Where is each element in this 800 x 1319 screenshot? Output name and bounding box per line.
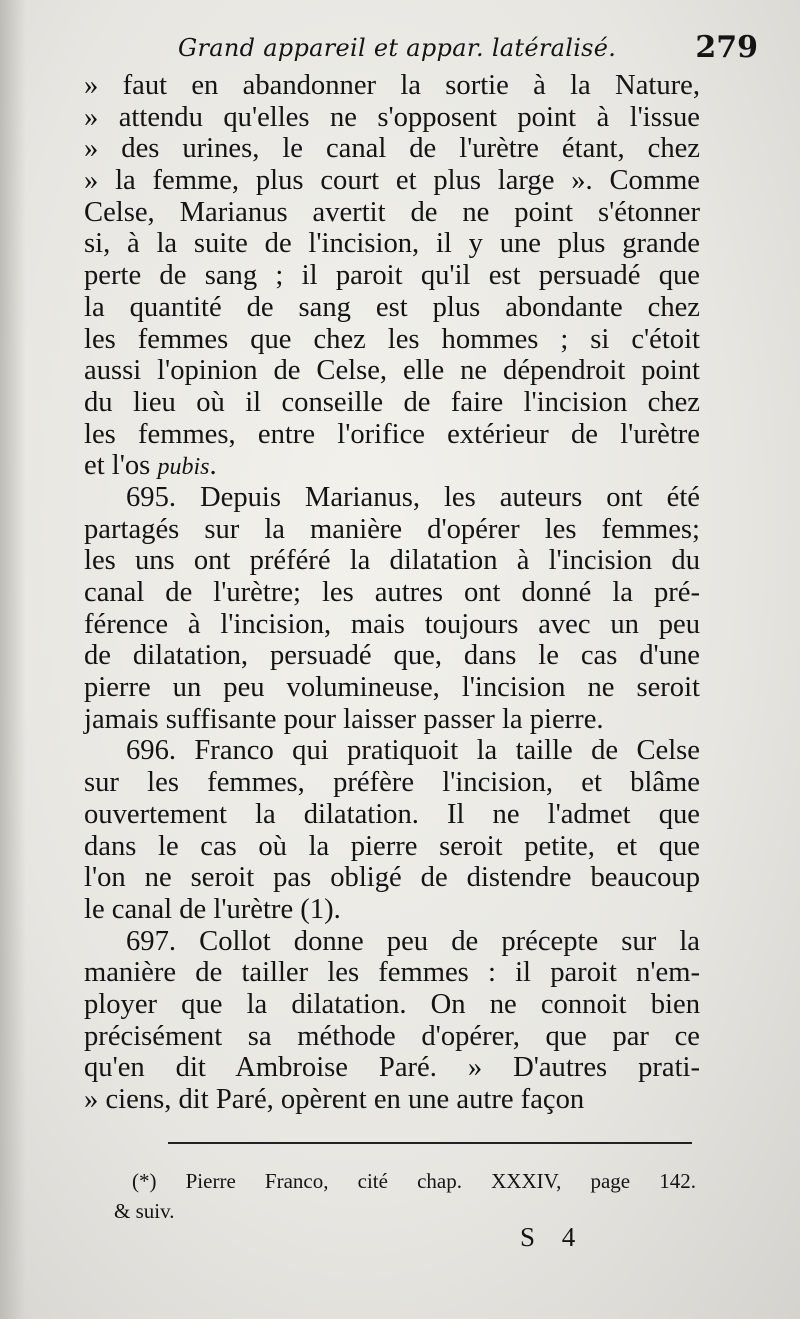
text-line: ouvertement la dilatation. Il ne l'admet que: [84, 798, 700, 830]
body-text: [84, 70, 700, 1116]
text-line: 697. Collot donne peu de précepte sur la: [126, 925, 700, 957]
text-line: de dilatation, persuadé que, dans le cas d'une: [84, 640, 700, 672]
text-line: » faut en abandonner la sortie à la Nature,: [84, 70, 700, 101]
text-line: les uns ont préféré la dilatation à l'incision du: [84, 545, 700, 577]
text-line: canal de l'urètre; les autres ont donné la pré-: [84, 577, 700, 608]
text-line: du lieu où il conseille de faire l'incision chez: [84, 386, 700, 418]
text-line: et l'os pubis.: [84, 450, 217, 482]
footnote: [114, 1166, 696, 1226]
text-line: les femmes que chez les hommes ; si c'étoit: [84, 323, 700, 355]
footnote-line: (*) Pierre Franco, cité chap. XXXIV, page 142.: [132, 1169, 696, 1193]
text-line: perte de sang ; il paroit qu'il est persuadé que: [84, 260, 700, 292]
text-line: le canal de l'urètre (1).: [84, 893, 341, 925]
text-line: manière de tailler les femmes : il paroit n'em-: [84, 957, 700, 989]
text-line: partagés sur la manière d'opérer les femmes;: [84, 513, 700, 545]
text-line: ployer que la dilatation. On ne connoit bien: [84, 988, 700, 1020]
text-line: sur les femmes, préfère l'incision, et blâme: [84, 767, 700, 799]
paragraph: [84, 482, 700, 736]
text-line: » ciens, dit Paré, opèrent en une autre façon: [84, 1084, 585, 1115]
text-line: Celse, Marianus avertit de ne point s'étonner: [84, 196, 700, 228]
text-line: 696. Franco qui pratiquoit la taille de Celse: [126, 735, 700, 767]
page-number: 279: [695, 30, 758, 65]
footnote-line: & suiv.: [114, 1199, 175, 1223]
text-line: précisément sa méthode d'opérer, que par ce: [84, 1020, 700, 1052]
text-line: » la femme, plus court et plus large ». Comme: [84, 165, 700, 197]
text-line: pierre un peu volumineuse, l'incision ne seroit: [84, 672, 700, 704]
paragraph: [84, 926, 700, 1116]
footnote-rule: [168, 1142, 692, 1144]
text-line: qu'en dit Ambroise Paré. » D'autres prati-: [84, 1052, 700, 1084]
running-head: [178, 30, 758, 70]
paragraph: [84, 70, 700, 482]
text-line: dans le cas où la pierre seroit petite, et que: [84, 830, 700, 862]
text-line: » des urines, le canal de l'urètre étant, chez: [84, 133, 700, 165]
paragraph: [84, 735, 700, 925]
signature-mark: S 4: [520, 1222, 586, 1252]
text-line: aussi l'opinion de Celse, elle ne dépendroit point: [84, 355, 700, 387]
text-line: jamais suffisante pour laisser passer la pierre.: [84, 703, 604, 735]
text-line: si, à la suite de l'incision, il y une plus grande: [84, 228, 700, 260]
text-line: l'on ne seroit pas obligé de distendre beaucoup: [84, 862, 700, 894]
text-line: férence à l'incision, mais toujours avec un peu: [84, 608, 700, 640]
text-line: » attendu qu'elles ne s'opposent point à l'issue: [84, 101, 700, 133]
text-line: la quantité de sang est plus abondante chez: [84, 291, 700, 323]
running-title: Grand appareil et appar. latéralisé.: [178, 34, 617, 62]
page-edge-shadow: [0, 0, 26, 1319]
text-line: les femmes, entre l'orifice extérieur de l'urètre: [84, 418, 700, 450]
text-line: 695. Depuis Marianus, les auteurs ont été: [126, 481, 700, 513]
